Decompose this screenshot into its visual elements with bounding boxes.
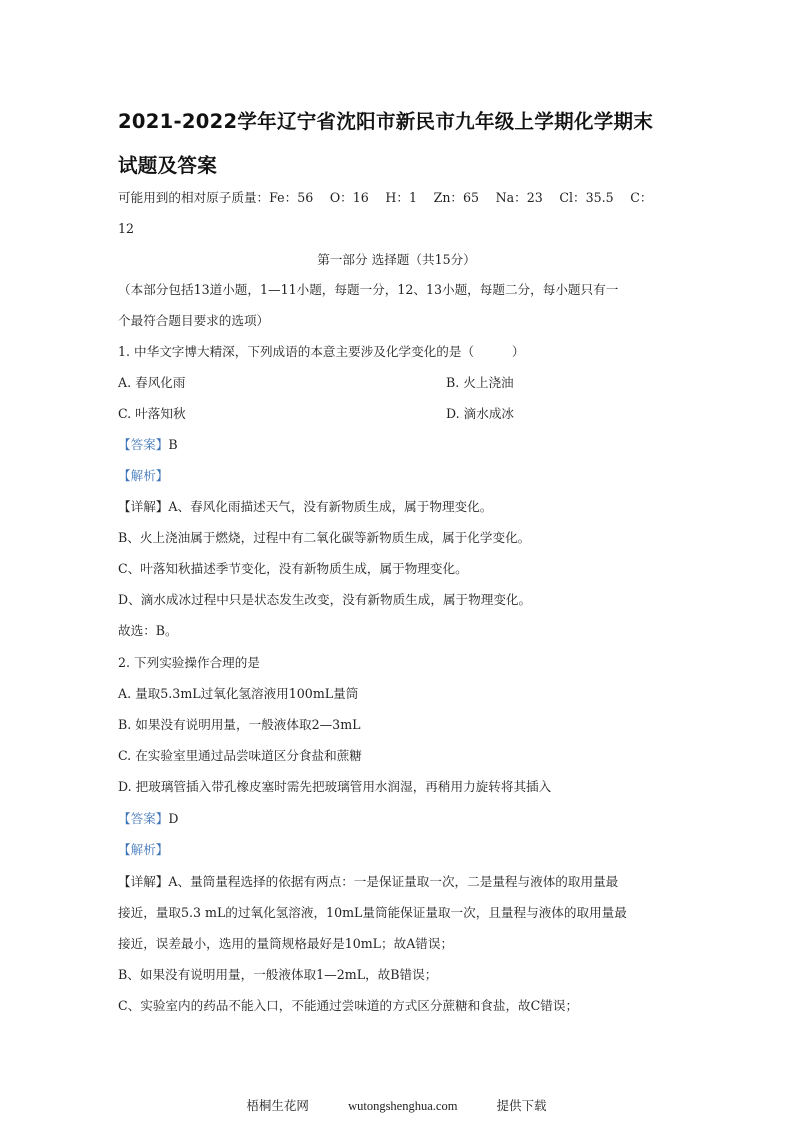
page-footer <box>0 1096 793 1114</box>
section-note-line-1: （本部分包括13道小题，1—11小题，每题一分，12、13小题，每题二分，每小题只有一 <box>118 282 619 297</box>
answer-label: 【答案】 <box>118 811 169 826</box>
question-1-detail-line-3: C、叶落知秋描述季节变化，没有新物质生成，属于物理变化。 <box>118 561 468 576</box>
question-1-detail-line-4: D、滴水成冰过程中只是状态发生改变，没有新物质生成，属于物理变化。 <box>118 592 532 607</box>
question-2-option-d: D. 把玻璃管插入带孔橡皮塞时需先把玻璃管用水润湿，再稍用力旋转将其插入 <box>118 779 552 794</box>
section-note-line-2: 个最符合题目要求的选项） <box>118 313 270 328</box>
question-2-detail-line-4: B、如果没有说明用量，一般液体取1—2mL，故B错误； <box>118 967 438 982</box>
atomic-masses-line-2: 12 <box>118 221 135 236</box>
question-1-option-b: B. 火上浇油 <box>446 375 514 390</box>
question-2-detail-line-2: 接近，量取5.3 mL的过氧化氢溶液，10mL量筒能保证量取一次，且量程与液体的取用量最 <box>118 905 627 920</box>
answer-value: D <box>168 811 179 826</box>
question-1-option-a: A. 春风化雨 <box>118 375 186 390</box>
detail-text: A、春风化雨描述天气，没有新物质生成，属于物理变化。 <box>168 499 493 514</box>
detail-label: 【详解】 <box>118 874 169 889</box>
question-1-detail-line-1 <box>118 499 492 515</box>
detail-text: A、量筒量程选择的依据有两点：一是保证量取一次，二是量程与液体的取用量最 <box>168 874 619 889</box>
atomic-masses-line-1: 可能用到的相对原子质量：Fe：56 O：16 H：1 Zn：65 Na：23 Cl：35.5 C： <box>118 190 653 205</box>
question-2-analysis-label: 【解析】 <box>118 842 169 857</box>
detail-label: 【详解】 <box>118 499 169 514</box>
footer-tagline: 提供下载 <box>496 1099 547 1113</box>
document-title-line-1: 2021-2022学年辽宁省沈阳市新民市九年级上学期化学期末 <box>118 110 654 133</box>
answer-value: B <box>168 437 178 452</box>
question-2-detail-line-1 <box>118 874 618 890</box>
answer-label: 【答案】 <box>118 437 169 452</box>
question-1-option-c: C. 叶落知秋 <box>118 406 186 421</box>
question-2-option-a: A. 量取5.3mL过氧化氢溶液用100mL量筒 <box>118 686 359 701</box>
document-title-line-2: 试题及答案 <box>118 154 218 177</box>
question-1-answer <box>118 437 178 453</box>
question-2-detail-line-5: C、实验室内的药品不能入口，不能通过尝味道的方式区分蔗糖和食盐，故C错误； <box>118 998 579 1013</box>
question-1-stem: 1. 中华文字博大精深，下列成语的本意主要涉及化学变化的是（ ） <box>118 344 525 359</box>
question-2-detail-line-3: 接近，误差最小，选用的量筒规格最好是10mL；故A错误； <box>118 936 454 951</box>
question-2-option-b: B. 如果没有说明用量，一般液体取2—3mL <box>118 717 361 732</box>
question-2-answer <box>118 811 178 827</box>
section-heading: 第一部分 选择题（共15分） <box>317 252 476 267</box>
question-1-detail-line-2: B、火上浇油属于燃烧，过程中有二氧化碳等新物质生成，属于化学变化。 <box>118 530 531 545</box>
question-1-conclusion: 故选：B。 <box>118 623 178 638</box>
footer-url[interactable]: wutongshenghua.com <box>348 1099 458 1113</box>
question-2-option-c: C. 在实验室里通过品尝味道区分食盐和蔗糖 <box>118 748 362 763</box>
question-1-analysis-label: 【解析】 <box>118 468 169 483</box>
question-2-stem: 2. 下列实验操作合理的是 <box>118 655 260 670</box>
question-1-option-d: D. 滴水成冰 <box>446 406 515 421</box>
footer-site-name: 梧桐生花网 <box>246 1099 309 1113</box>
